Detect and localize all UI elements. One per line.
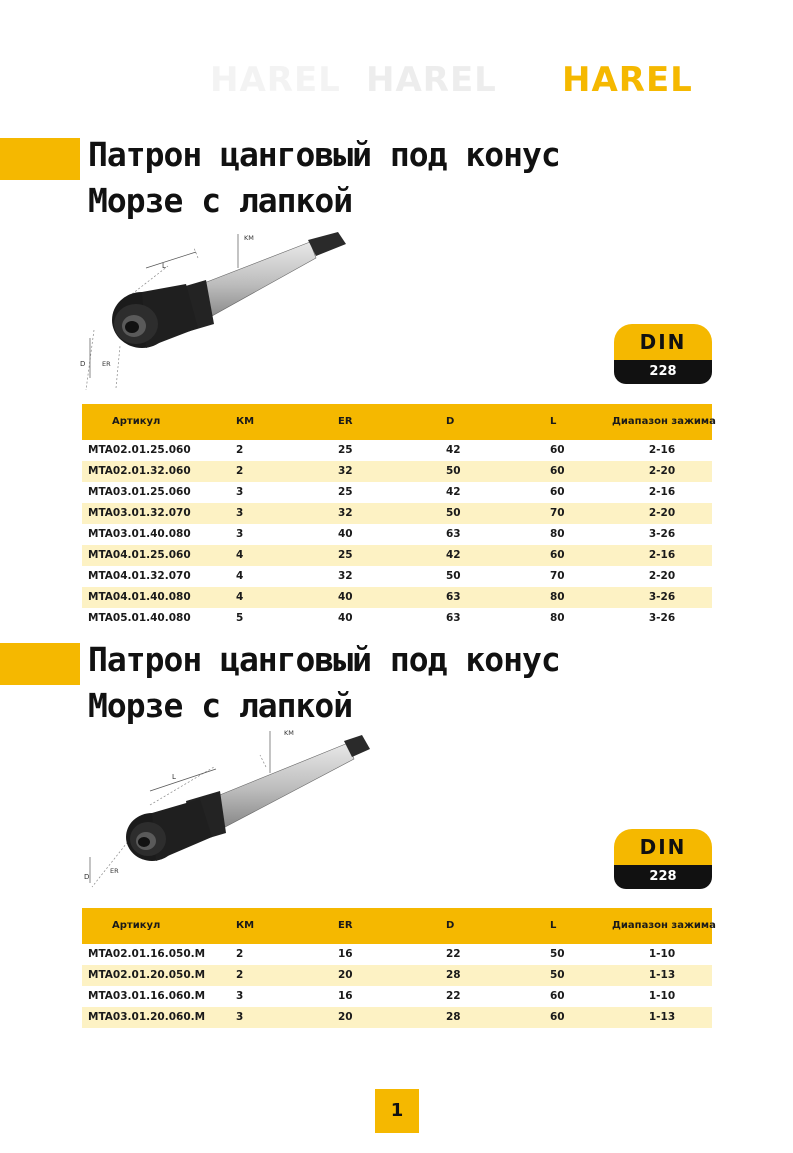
- cell-range: 1-13: [648, 969, 676, 981]
- cell-km: 2: [236, 969, 244, 981]
- header-article: Артикул: [112, 920, 161, 931]
- cell-er: 20: [338, 969, 353, 981]
- cell-l: 60: [550, 465, 565, 477]
- cell-d: 22: [446, 948, 461, 960]
- cell-d: 42: [446, 486, 461, 498]
- header-l: L: [550, 416, 557, 427]
- table-row: [82, 524, 712, 545]
- cell-km: 5: [236, 612, 244, 624]
- section-title: [88, 637, 560, 729]
- cell-d: 50: [446, 465, 461, 477]
- header-er: ER: [338, 416, 353, 427]
- cell-d: 42: [446, 549, 461, 561]
- cell-range: 2-16: [648, 549, 676, 561]
- title-accent-bar: [0, 643, 80, 685]
- cell-article: MTA03.01.25.060: [88, 486, 191, 498]
- cell-l: 50: [550, 948, 565, 960]
- header-km: КМ: [236, 416, 255, 427]
- cell-d: 50: [446, 507, 461, 519]
- cell-er: 32: [338, 507, 353, 519]
- section-title-line-1: Патрон цанговый под конус: [88, 640, 560, 679]
- cell-er: 25: [338, 486, 353, 498]
- header-d: D: [446, 920, 455, 931]
- cell-er: 32: [338, 465, 353, 477]
- table-row: [82, 503, 712, 524]
- din-badge-label: DIN: [614, 829, 712, 865]
- table-row: [82, 1007, 712, 1028]
- drawing-label-l: L: [172, 773, 176, 781]
- cell-d: 22: [446, 990, 461, 1002]
- drawing-label-d: D: [84, 873, 90, 881]
- header-range: Диапазон зажима: [612, 416, 716, 427]
- drawing-label-d: D: [80, 360, 86, 368]
- section-title: [88, 132, 560, 224]
- cell-d: 42: [446, 444, 461, 456]
- cell-er: 32: [338, 570, 353, 582]
- cell-l: 70: [550, 507, 565, 519]
- cell-d: 63: [446, 591, 461, 603]
- table-row: [82, 587, 712, 608]
- section-title-line-2: Морзе с лапкой: [88, 181, 353, 220]
- din-badge: [614, 324, 712, 384]
- cell-er: 25: [338, 444, 353, 456]
- header-range: Диапазон зажима: [612, 920, 716, 931]
- header-km: КМ: [236, 920, 255, 931]
- collet-chuck-drawing: [76, 228, 376, 398]
- cell-km: 4: [236, 570, 244, 582]
- page-number: 1: [375, 1089, 419, 1133]
- cell-l: 70: [550, 570, 565, 582]
- table-body: [82, 944, 712, 1028]
- table-body: [82, 440, 712, 629]
- cell-article: MTA03.01.20.060.M: [88, 1011, 206, 1023]
- table-row: [82, 461, 712, 482]
- cell-km: 2: [236, 444, 244, 456]
- cell-article: MTA04.01.25.060: [88, 549, 191, 561]
- section-title-line-2: Морзе с лапкой: [88, 686, 353, 725]
- cell-d: 28: [446, 969, 461, 981]
- cell-l: 60: [550, 444, 565, 456]
- brand-logo: HAREL: [562, 60, 693, 100]
- cell-er: 20: [338, 1011, 353, 1023]
- cell-km: 3: [236, 528, 244, 540]
- product-table-2: [82, 908, 716, 1028]
- cell-er: 16: [338, 948, 353, 960]
- drawing-label-er: ER: [110, 867, 119, 875]
- cell-range: 2-20: [648, 465, 676, 477]
- cell-range: 2-16: [648, 444, 676, 456]
- cell-article: MTA02.01.32.060: [88, 465, 191, 477]
- din-badge-number: 228: [614, 360, 712, 384]
- cell-article: MTA04.01.40.080: [88, 591, 191, 603]
- table-header: [82, 908, 716, 944]
- cell-km: 3: [236, 1011, 244, 1023]
- table-header: [82, 404, 716, 440]
- product-table-1: [82, 404, 716, 629]
- cell-range: 2-20: [648, 570, 676, 582]
- brand-logo-faded-1: HAREL: [210, 60, 341, 100]
- section-title-line-1: Патрон цанговый под конус: [88, 135, 560, 174]
- cell-article: MTA02.01.25.060: [88, 444, 191, 456]
- brand-logo-faded-2: HAREL: [366, 60, 497, 100]
- drawing-label-l: L: [162, 262, 166, 270]
- cell-range: 2-16: [648, 486, 676, 498]
- cell-range: 3-26: [648, 591, 676, 603]
- cell-er: 25: [338, 549, 353, 561]
- table-row: [82, 986, 712, 1007]
- cell-article: MTA04.01.32.070: [88, 570, 191, 582]
- cell-range: 1-10: [648, 990, 676, 1002]
- cell-l: 80: [550, 591, 565, 603]
- din-badge: [614, 829, 712, 889]
- drawing-label-er: ER: [102, 360, 111, 368]
- cell-range: 1-13: [648, 1011, 676, 1023]
- cell-l: 80: [550, 528, 565, 540]
- cell-range: 2-20: [648, 507, 676, 519]
- cell-l: 60: [550, 990, 565, 1002]
- table-row: [82, 608, 712, 629]
- cell-d: 50: [446, 570, 461, 582]
- cell-l: 60: [550, 1011, 565, 1023]
- cell-km: 2: [236, 465, 244, 477]
- table-row: [82, 440, 712, 461]
- drawing-label-km: KM: [244, 234, 254, 242]
- cell-range: 3-26: [648, 528, 676, 540]
- cell-range: 3-26: [648, 612, 676, 624]
- cell-l: 80: [550, 612, 565, 624]
- cell-article: MTA03.01.32.070: [88, 507, 191, 519]
- cell-l: 60: [550, 486, 565, 498]
- din-badge-number: 228: [614, 865, 712, 889]
- cell-article: MTA02.01.20.050.M: [88, 969, 206, 981]
- cell-km: 4: [236, 591, 244, 603]
- drawing-label-km: KM: [284, 729, 294, 737]
- cell-d: 28: [446, 1011, 461, 1023]
- cell-d: 63: [446, 528, 461, 540]
- cell-article: MTA03.01.40.080: [88, 528, 191, 540]
- cell-km: 4: [236, 549, 244, 561]
- title-accent-bar: [0, 138, 80, 180]
- table-row: [82, 944, 712, 965]
- table-row: [82, 965, 712, 986]
- cell-article: MTA03.01.16.060.M: [88, 990, 206, 1002]
- brand-logo-row: [210, 62, 750, 102]
- cell-km: 3: [236, 990, 244, 1002]
- header-d: D: [446, 416, 455, 427]
- cell-km: 3: [236, 507, 244, 519]
- cell-er: 40: [338, 528, 353, 540]
- cell-km: 2: [236, 948, 244, 960]
- cell-range: 1-10: [648, 948, 676, 960]
- table-row: [82, 566, 712, 587]
- cell-er: 16: [338, 990, 353, 1002]
- table-row: [82, 545, 712, 566]
- cell-d: 63: [446, 612, 461, 624]
- din-badge-label: DIN: [614, 324, 712, 360]
- cell-er: 40: [338, 612, 353, 624]
- header-er: ER: [338, 920, 353, 931]
- table-row: [82, 482, 712, 503]
- cell-l: 60: [550, 549, 565, 561]
- cell-er: 40: [338, 591, 353, 603]
- cell-l: 50: [550, 969, 565, 981]
- collet-chuck-drawing: [80, 727, 380, 897]
- header-l: L: [550, 920, 557, 931]
- cell-km: 3: [236, 486, 244, 498]
- header-article: Артикул: [112, 416, 161, 427]
- cell-article: MTA02.01.16.050.M: [88, 948, 206, 960]
- cell-article: MTA05.01.40.080: [88, 612, 191, 624]
